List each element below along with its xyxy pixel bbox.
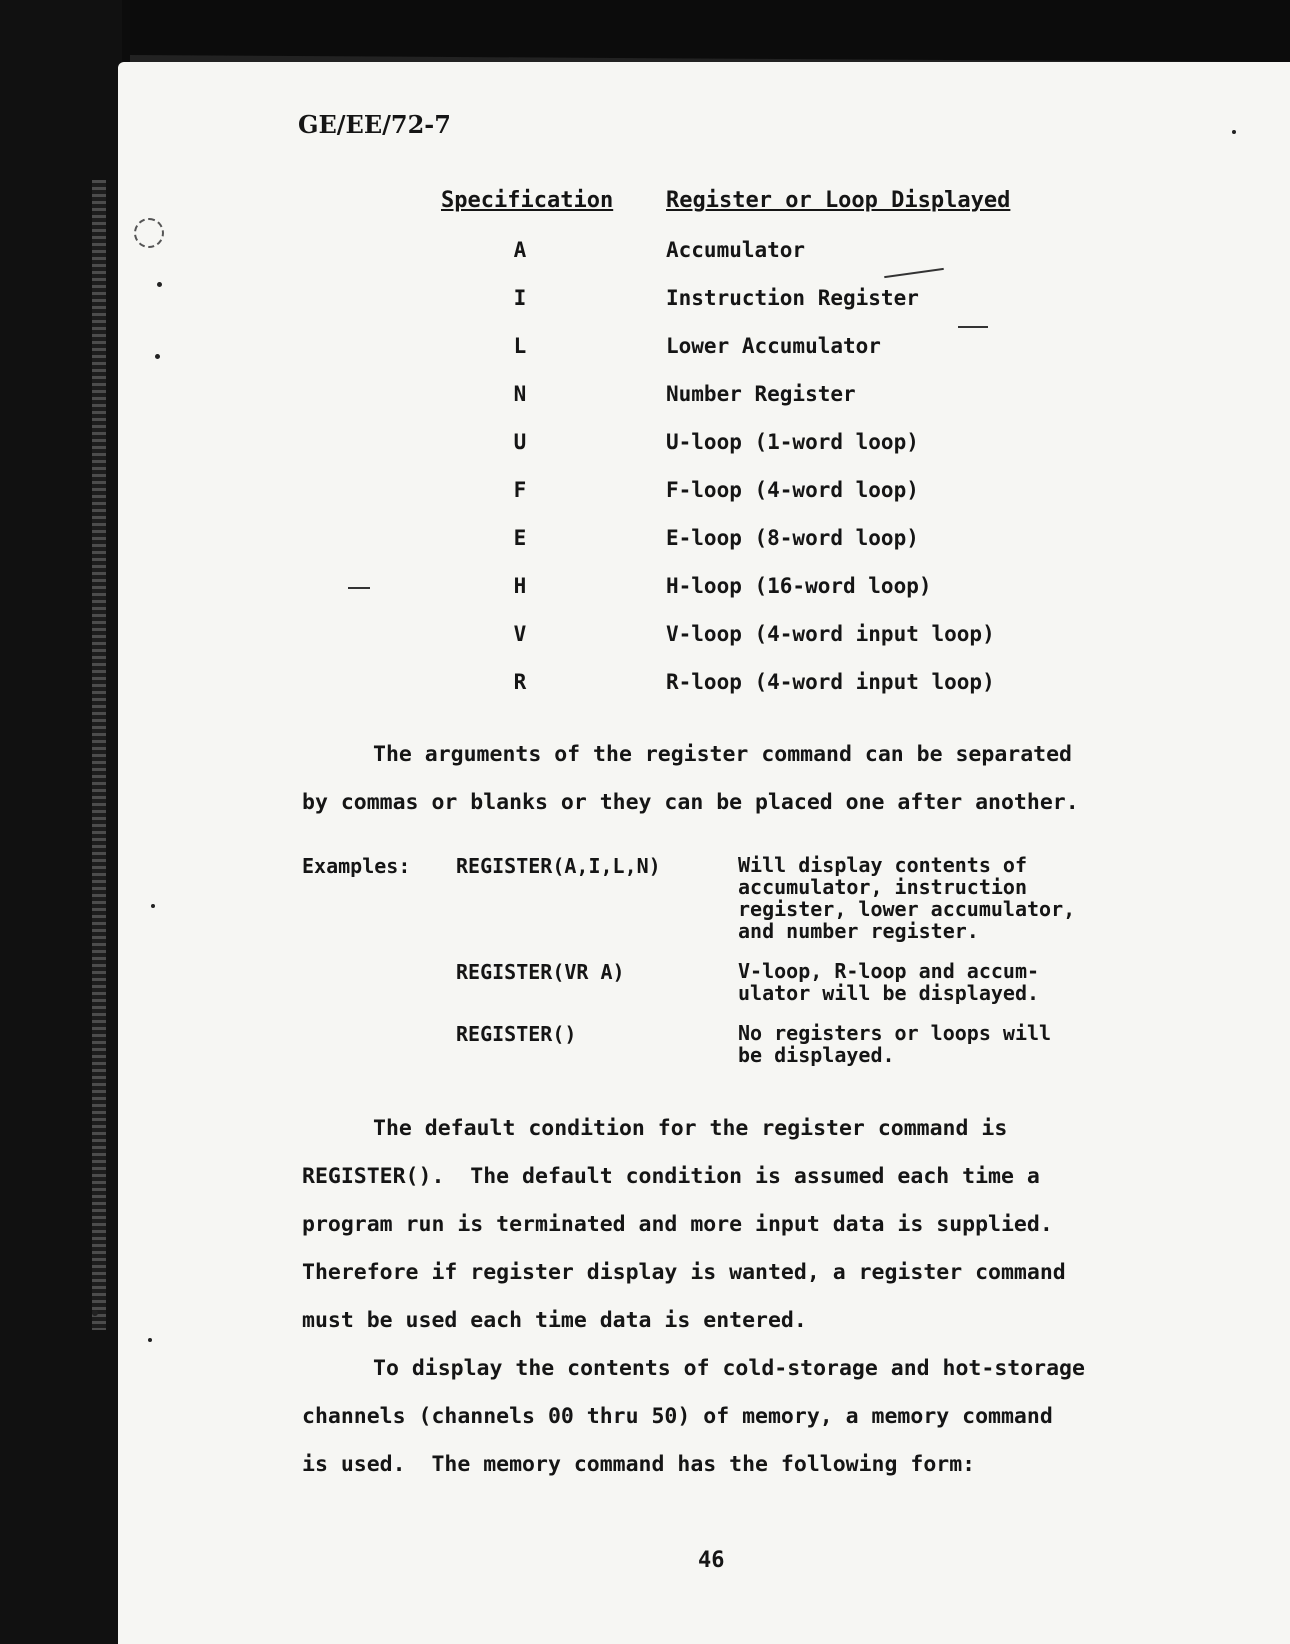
paragraph-line: The arguments of the register command can be separated: [373, 742, 1072, 767]
paragraph-line: must be used each time data is entered.: [302, 1308, 807, 1333]
paragraph-line: by commas or blanks or they can be placed one after another.: [302, 790, 1079, 815]
spec-desc: R-loop (4-word input loop): [666, 670, 995, 694]
example-desc-line: ulator will be displayed.: [738, 981, 1040, 1005]
paragraph-line: channels (channels 00 thru 50) of memory, a memory command: [302, 1404, 1053, 1429]
example-desc-line: register, lower accumulator,: [738, 897, 1076, 921]
paragraph-line: The default condition for the register command is: [373, 1116, 1008, 1141]
spec-code: A: [513, 238, 527, 262]
spec-code: V: [513, 622, 527, 646]
spec-code: R: [513, 670, 527, 694]
paragraph-line: To display the contents of cold-storage and hot-storage: [373, 1356, 1085, 1381]
document-id: GE/EE/72-7: [298, 110, 451, 139]
scan-mark: [958, 326, 988, 328]
spec-code: E: [513, 526, 527, 550]
spec-desc: Accumulator: [666, 238, 806, 262]
spec-code: H: [513, 574, 527, 598]
page-number: 46: [698, 1548, 725, 1573]
spec-code: N: [513, 382, 527, 406]
spec-desc: F-loop (4-word loop): [666, 478, 919, 502]
scan-mark: [348, 587, 370, 589]
example-command: REGISTER(A,I,L,N): [456, 854, 661, 878]
scan-speck: [148, 1338, 152, 1342]
example-desc-line: No registers or loops will: [738, 1021, 1052, 1045]
spec-code: L: [513, 334, 527, 358]
example-desc-line: V-loop, R-loop and accum-: [738, 959, 1040, 983]
paragraph-line: REGISTER(). The default condition is assumed each time a: [302, 1164, 1040, 1189]
spec-desc: Instruction Register: [666, 286, 919, 310]
example-desc-line: and number register.: [738, 919, 979, 943]
paragraph-line: Therefore if register display is wanted, a register command: [302, 1260, 1066, 1285]
spec-desc: E-loop (8-word loop): [666, 526, 919, 550]
example-desc-line: Will display contents of: [738, 853, 1027, 877]
examples-label: Examples:: [302, 854, 411, 878]
spec-code: I: [513, 286, 527, 310]
scan-speck: [155, 354, 160, 359]
example-command: REGISTER(VR A): [456, 960, 625, 984]
binding-strip: [92, 180, 106, 1330]
scan-speck: [92, 1310, 98, 1316]
spec-code: U: [513, 430, 527, 454]
punch-hole-icon: [134, 218, 164, 248]
example-command: REGISTER(): [456, 1022, 577, 1046]
spec-desc: Number Register: [666, 382, 856, 406]
spec-desc: H-loop (16-word loop): [666, 574, 932, 598]
scan-speck: [1232, 130, 1236, 134]
paragraph-line: is used. The memory command has the following form:: [302, 1452, 976, 1477]
spec-code: F: [513, 478, 527, 502]
spec-desc: U-loop (1-word loop): [666, 430, 919, 454]
spec-desc: V-loop (4-word input loop): [666, 622, 995, 646]
scan-speck: [151, 904, 155, 908]
scan-speck: [157, 282, 162, 287]
header-register: Register or Loop Displayed: [666, 188, 1011, 213]
paragraph-line: program run is terminated and more input data is supplied.: [302, 1212, 1053, 1237]
header-specification: Specification: [441, 188, 614, 213]
example-desc-line: accumulator, instruction: [738, 875, 1027, 899]
example-desc-line: be displayed.: [738, 1043, 895, 1067]
spec-desc: Lower Accumulator: [666, 334, 881, 358]
